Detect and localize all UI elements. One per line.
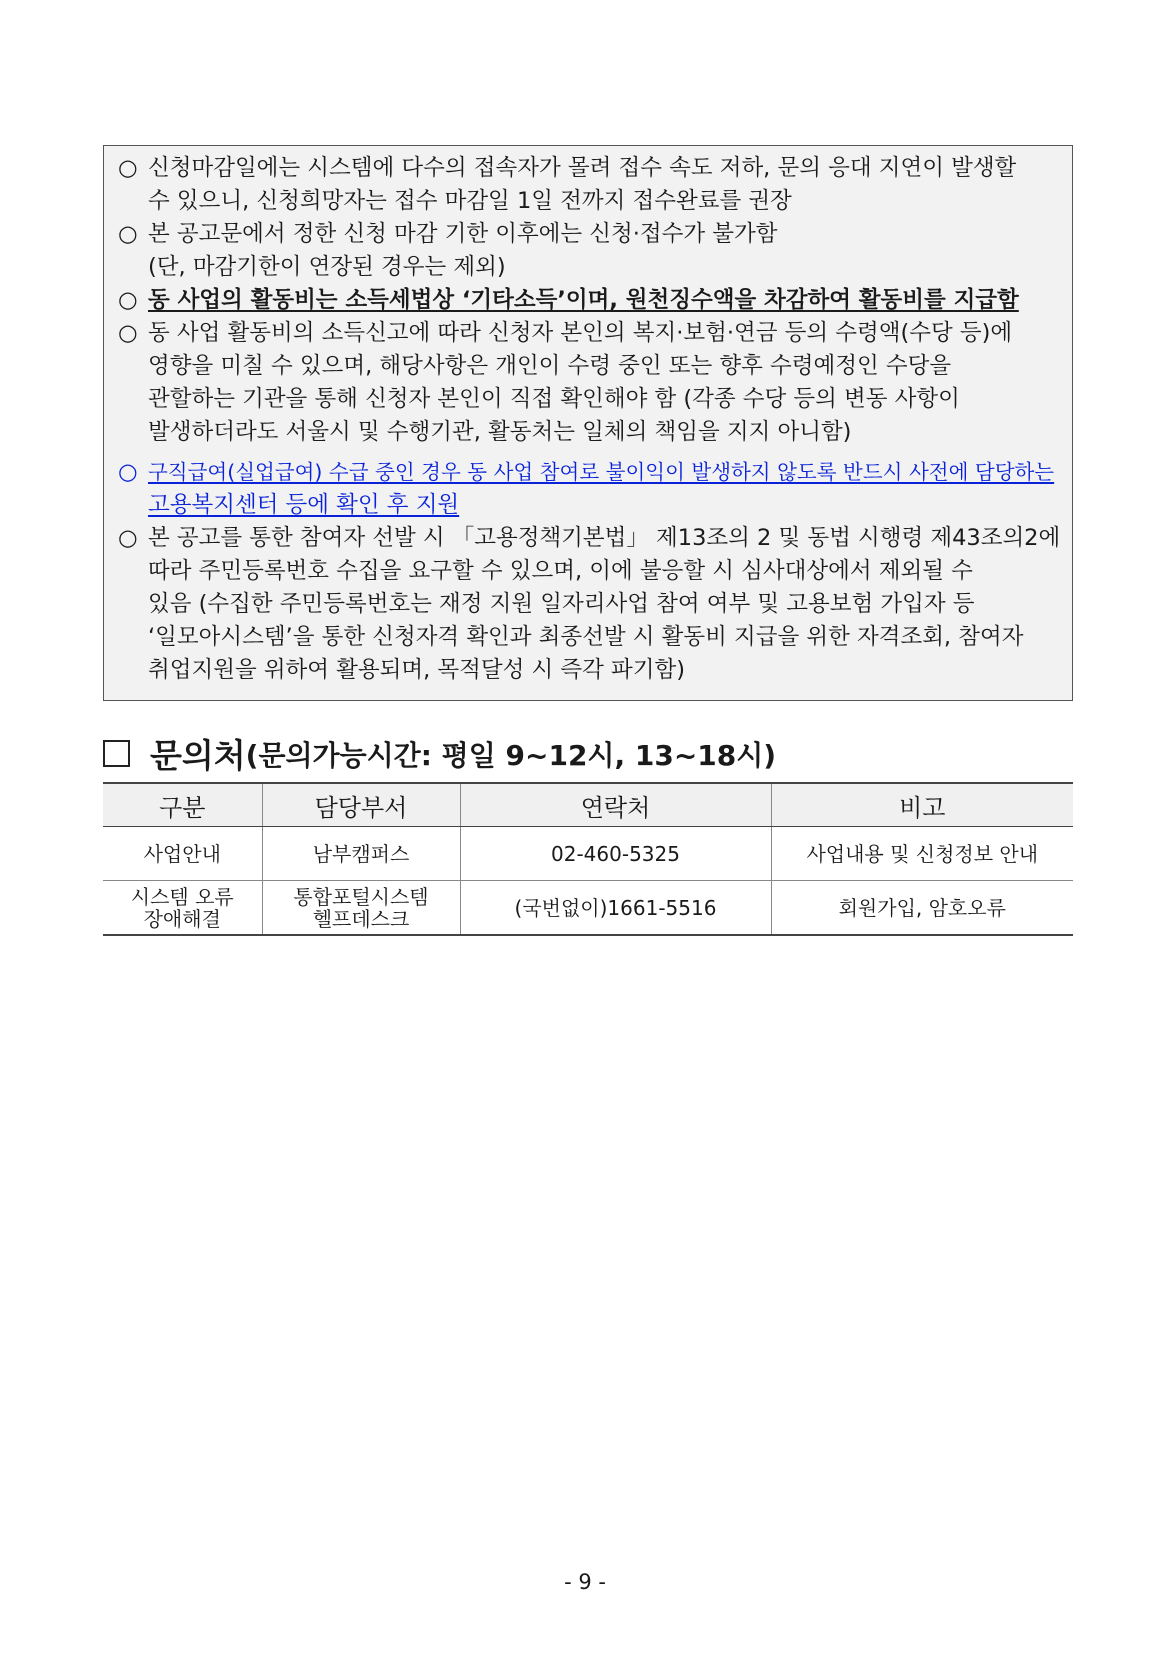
circle-bullet-icon: ○ [118,287,138,313]
notice-deadline-load [114,152,1062,218]
notice-unemployment-benefit [114,456,1062,522]
cell-department [262,827,460,881]
cell-department-line: 통합포털시스템 [293,884,429,909]
cell-category-line: 시스템 오류 [130,884,234,909]
cell-note: 회원가입, 암호오류 [771,881,1073,936]
notice-box [103,145,1073,701]
notice-line: ‘일모아시스템’을 통한 신청자격 확인과 최종선발 시 활동비 지급을 위한 자격조회, 참여자 [148,624,1024,650]
notice-line: 수 있으니, 신청희망자는 접수 마감일 1일 전까지 접수완료를 권장 [148,188,792,214]
notice-line: 관할하는 기관을 통해 신청자 본인이 직접 확인해야 함 (각종 수당 등의 변동 사항이 [148,386,960,412]
circle-bullet-icon: ○ [118,459,138,485]
notice-line: 있음 (수집한 주민등록번호는 재정 지원 일자리사업 참여 여부 및 고용보험 가입자 등 [148,591,975,617]
notice-resident-number [114,522,1062,687]
notice-line: 본 공고를 통한 참여자 선발 시 「고용정책기본법」 제13조의 2 및 동법 시행령 제43조의2에 [148,525,1061,551]
circle-bullet-icon: ○ [118,221,138,247]
cell-contact: 02-460-5325 [460,827,771,881]
header-note: 비고 [771,783,1073,827]
cell-category [103,881,262,936]
contact-table [103,782,1073,936]
table-row [103,827,1073,881]
section-title-text: 문의처 [150,736,246,775]
circle-bullet-icon: ○ [118,525,138,551]
circle-bullet-icon: ○ [118,155,138,181]
notice-line: 취업지원을 위하여 활용되며, 목적달성 시 즉각 파기함) [148,657,686,683]
page-number: - 9 - [564,1570,606,1594]
square-bullet-icon [103,740,130,767]
notice-line: 동 사업 활동비의 소득신고에 따라 신청자 본인의 복지·보험·연금 등의 수령액(수당 등)에 [148,320,1013,346]
notice-benefit-impact [114,317,1062,449]
cell-category-line: 사업안내 [143,841,221,866]
cell-category [103,827,262,881]
section-subtitle: (문의가능시간: 평일 9~12시, 13~18시) [245,738,777,772]
cell-department-line: 헬프데스크 [312,906,410,931]
header-contact: 연락처 [460,783,771,827]
notice-line: 신청마감일에는 시스템에 다수의 접속자가 몰려 접수 속도 저하, 문의 응대 지연이 발생할 [148,155,1017,181]
cell-category-line: 장애해결 [143,906,221,931]
header-department: 담당부서 [262,783,460,827]
table-row [103,881,1073,936]
cell-department [262,881,460,936]
notice-income-tax [114,284,1062,317]
notice-line: 따라 주민등록번호 수집을 요구할 수 있으며, 이에 불응할 시 심사대상에서 제외될 수 [148,558,973,584]
notice-line: 구직급여(실업급여) 수급 중인 경우 동 사업 참여로 불이익이 발생하지 않도록 반드시 사전에 담당하는 [148,460,1055,484]
notice-line: (단, 마감기한이 연장된 경우는 제외) [148,254,506,280]
section-title [103,730,776,777]
notice-line: 영향을 미칠 수 있으며, 해당사항은 개인이 수령 중인 또는 향후 수령예정인 수당을 [148,353,952,379]
cell-department-line: 남부캠퍼스 [312,841,410,866]
cell-contact: (국번없이)1661-5516 [460,881,771,936]
table-header-row [103,783,1073,827]
notice-line: 고용복지센터 등에 확인 후 지원 [148,492,460,518]
notice-line: 동 사업의 활동비는 소득세법상 ‘기타소득’이며, 원천징수액을 차감하여 활동비를 지급함 [148,287,1019,313]
cell-note: 사업내용 및 신청정보 안내 [771,827,1073,881]
notice-line: 본 공고문에서 정한 신청 마감 기한 이후에는 신청·접수가 불가함 [148,221,778,247]
header-category: 구분 [103,783,262,827]
notice-line: 발생하더라도 서울시 및 수행기관, 활동처는 일체의 책임을 지지 아니함) [148,419,852,445]
circle-bullet-icon: ○ [118,320,138,346]
notice-deadline-closed [114,218,1062,284]
